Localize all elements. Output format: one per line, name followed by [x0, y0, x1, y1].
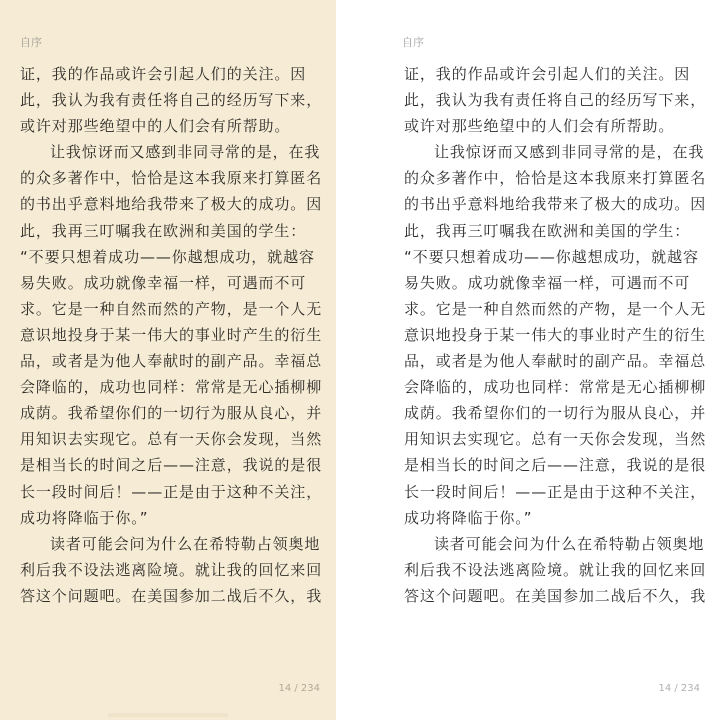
text-line: “不要只想着成功——你越想成功，就越容 — [404, 247, 699, 266]
text-line: 利后我不设法逃离险境。就让我的回忆来回 — [20, 560, 323, 579]
text-line: 易失败。成功就像幸福一样，可遇而不可 — [20, 273, 307, 292]
text-line: 易失败。成功就像幸福一样，可遇而不可 — [404, 273, 691, 292]
text-line: 意识地投身于某一伟大的事业时产生的衍生 — [20, 325, 323, 344]
chapter-title[interactable]: 自序 — [20, 36, 42, 49]
paragraph — [404, 61, 716, 139]
text-line: 此，我再三叮嘱我在欧洲和美国的学生： — [404, 221, 691, 240]
chapter-title[interactable]: 自序 — [402, 36, 424, 49]
text-line: 是相当长的时间之后——注意，我说的是很 — [20, 456, 323, 475]
text-line: 成荫。我希望你们的一切行为服从良心，并 — [20, 404, 323, 423]
text-line: 的众多著作中，恰恰是这本我原来打算匿名 — [404, 169, 707, 188]
text-line: 读者可能会问为什么在希特勒占领奥地 — [434, 534, 705, 553]
text-line: 此，我再三叮嘱我在欧洲和美国的学生： — [20, 221, 307, 240]
text-line: 品，或者是为他人奉献时的副产品。幸福总 — [20, 352, 323, 371]
text-line: 品，或者是为他人奉献时的副产品。幸福总 — [404, 352, 707, 371]
text-line: 答这个问题吧。在美国参加二战后不久，我 — [20, 586, 323, 605]
text-line: 的书出乎意料地给我带来了极大的成功。因 — [20, 195, 323, 214]
page-body — [20, 61, 332, 609]
text-line: 让我惊讶而又感到非同寻常的是，在我 — [434, 143, 705, 162]
text-line: 证，我的作品或许会引起人们的关注。因 — [20, 65, 307, 83]
text-line: 读者可能会问为什么在希特勒占领奥地 — [50, 534, 321, 553]
text-line: 此，我认为我有责任将自己的经历写下来， — [20, 91, 323, 110]
text-line: 用知识去实现它。总有一天你会发现，当然 — [20, 430, 323, 449]
text-line: 长一段时间后！——正是由于这种不关注， — [20, 482, 323, 501]
text-line: 成荫。我希望你们的一切行为服从良心，并 — [404, 404, 707, 423]
paragraph — [20, 139, 332, 530]
page-number: 14 / 234 — [658, 683, 700, 694]
text-line: 成功将降临于你。” — [20, 508, 149, 527]
text-line: 会降临的，成功也同样：常常是无心插柳柳 — [404, 378, 707, 397]
text-line: 成功将降临于你。” — [404, 508, 533, 527]
paragraph — [404, 531, 716, 609]
divider-gap — [336, 0, 384, 720]
reader-page-white[interactable] — [384, 0, 720, 720]
text-line: “不要只想着成功——你越想成功，就越容 — [20, 247, 315, 266]
text-line: 是相当长的时间之后——注意，我说的是很 — [404, 456, 707, 475]
home-indicator[interactable] — [108, 713, 228, 717]
text-line: 长一段时间后！——正是由于这种不关注， — [404, 482, 707, 501]
text-line: 的众多著作中，恰恰是这本我原来打算匿名 — [20, 169, 323, 188]
paragraph — [404, 139, 716, 530]
text-line: 或许对那些绝望中的人们会有所帮助。 — [404, 117, 675, 136]
text-line: 会降临的，成功也同样：常常是无心插柳柳 — [20, 378, 323, 397]
reader-page-sepia[interactable] — [0, 0, 336, 720]
text-line: 求。它是一种自然而然的产物，是一个人无 — [404, 299, 707, 318]
text-line: 或许对那些绝望中的人们会有所帮助。 — [20, 117, 291, 136]
text-line: 的书出乎意料地给我带来了极大的成功。因 — [404, 195, 707, 214]
text-line: 此，我认为我有责任将自己的经历写下来， — [404, 91, 707, 110]
page-number: 14 / 234 — [278, 683, 320, 694]
text-line: 利后我不设法逃离险境。就让我的回忆来回 — [404, 560, 707, 579]
text-line: 答这个问题吧。在美国参加二战后不久，我 — [404, 586, 707, 605]
text-line: 用知识去实现它。总有一天你会发现，当然 — [404, 430, 707, 449]
text-line: 求。它是一种自然而然的产物，是一个人无 — [20, 299, 323, 318]
page-body — [404, 61, 716, 609]
text-line: 意识地投身于某一伟大的事业时产生的衍生 — [404, 325, 707, 344]
paragraph — [20, 61, 332, 139]
text-line: 让我惊讶而又感到非同寻常的是，在我 — [50, 143, 321, 162]
text-line: 证，我的作品或许会引起人们的关注。因 — [404, 65, 691, 83]
paragraph — [20, 531, 332, 609]
